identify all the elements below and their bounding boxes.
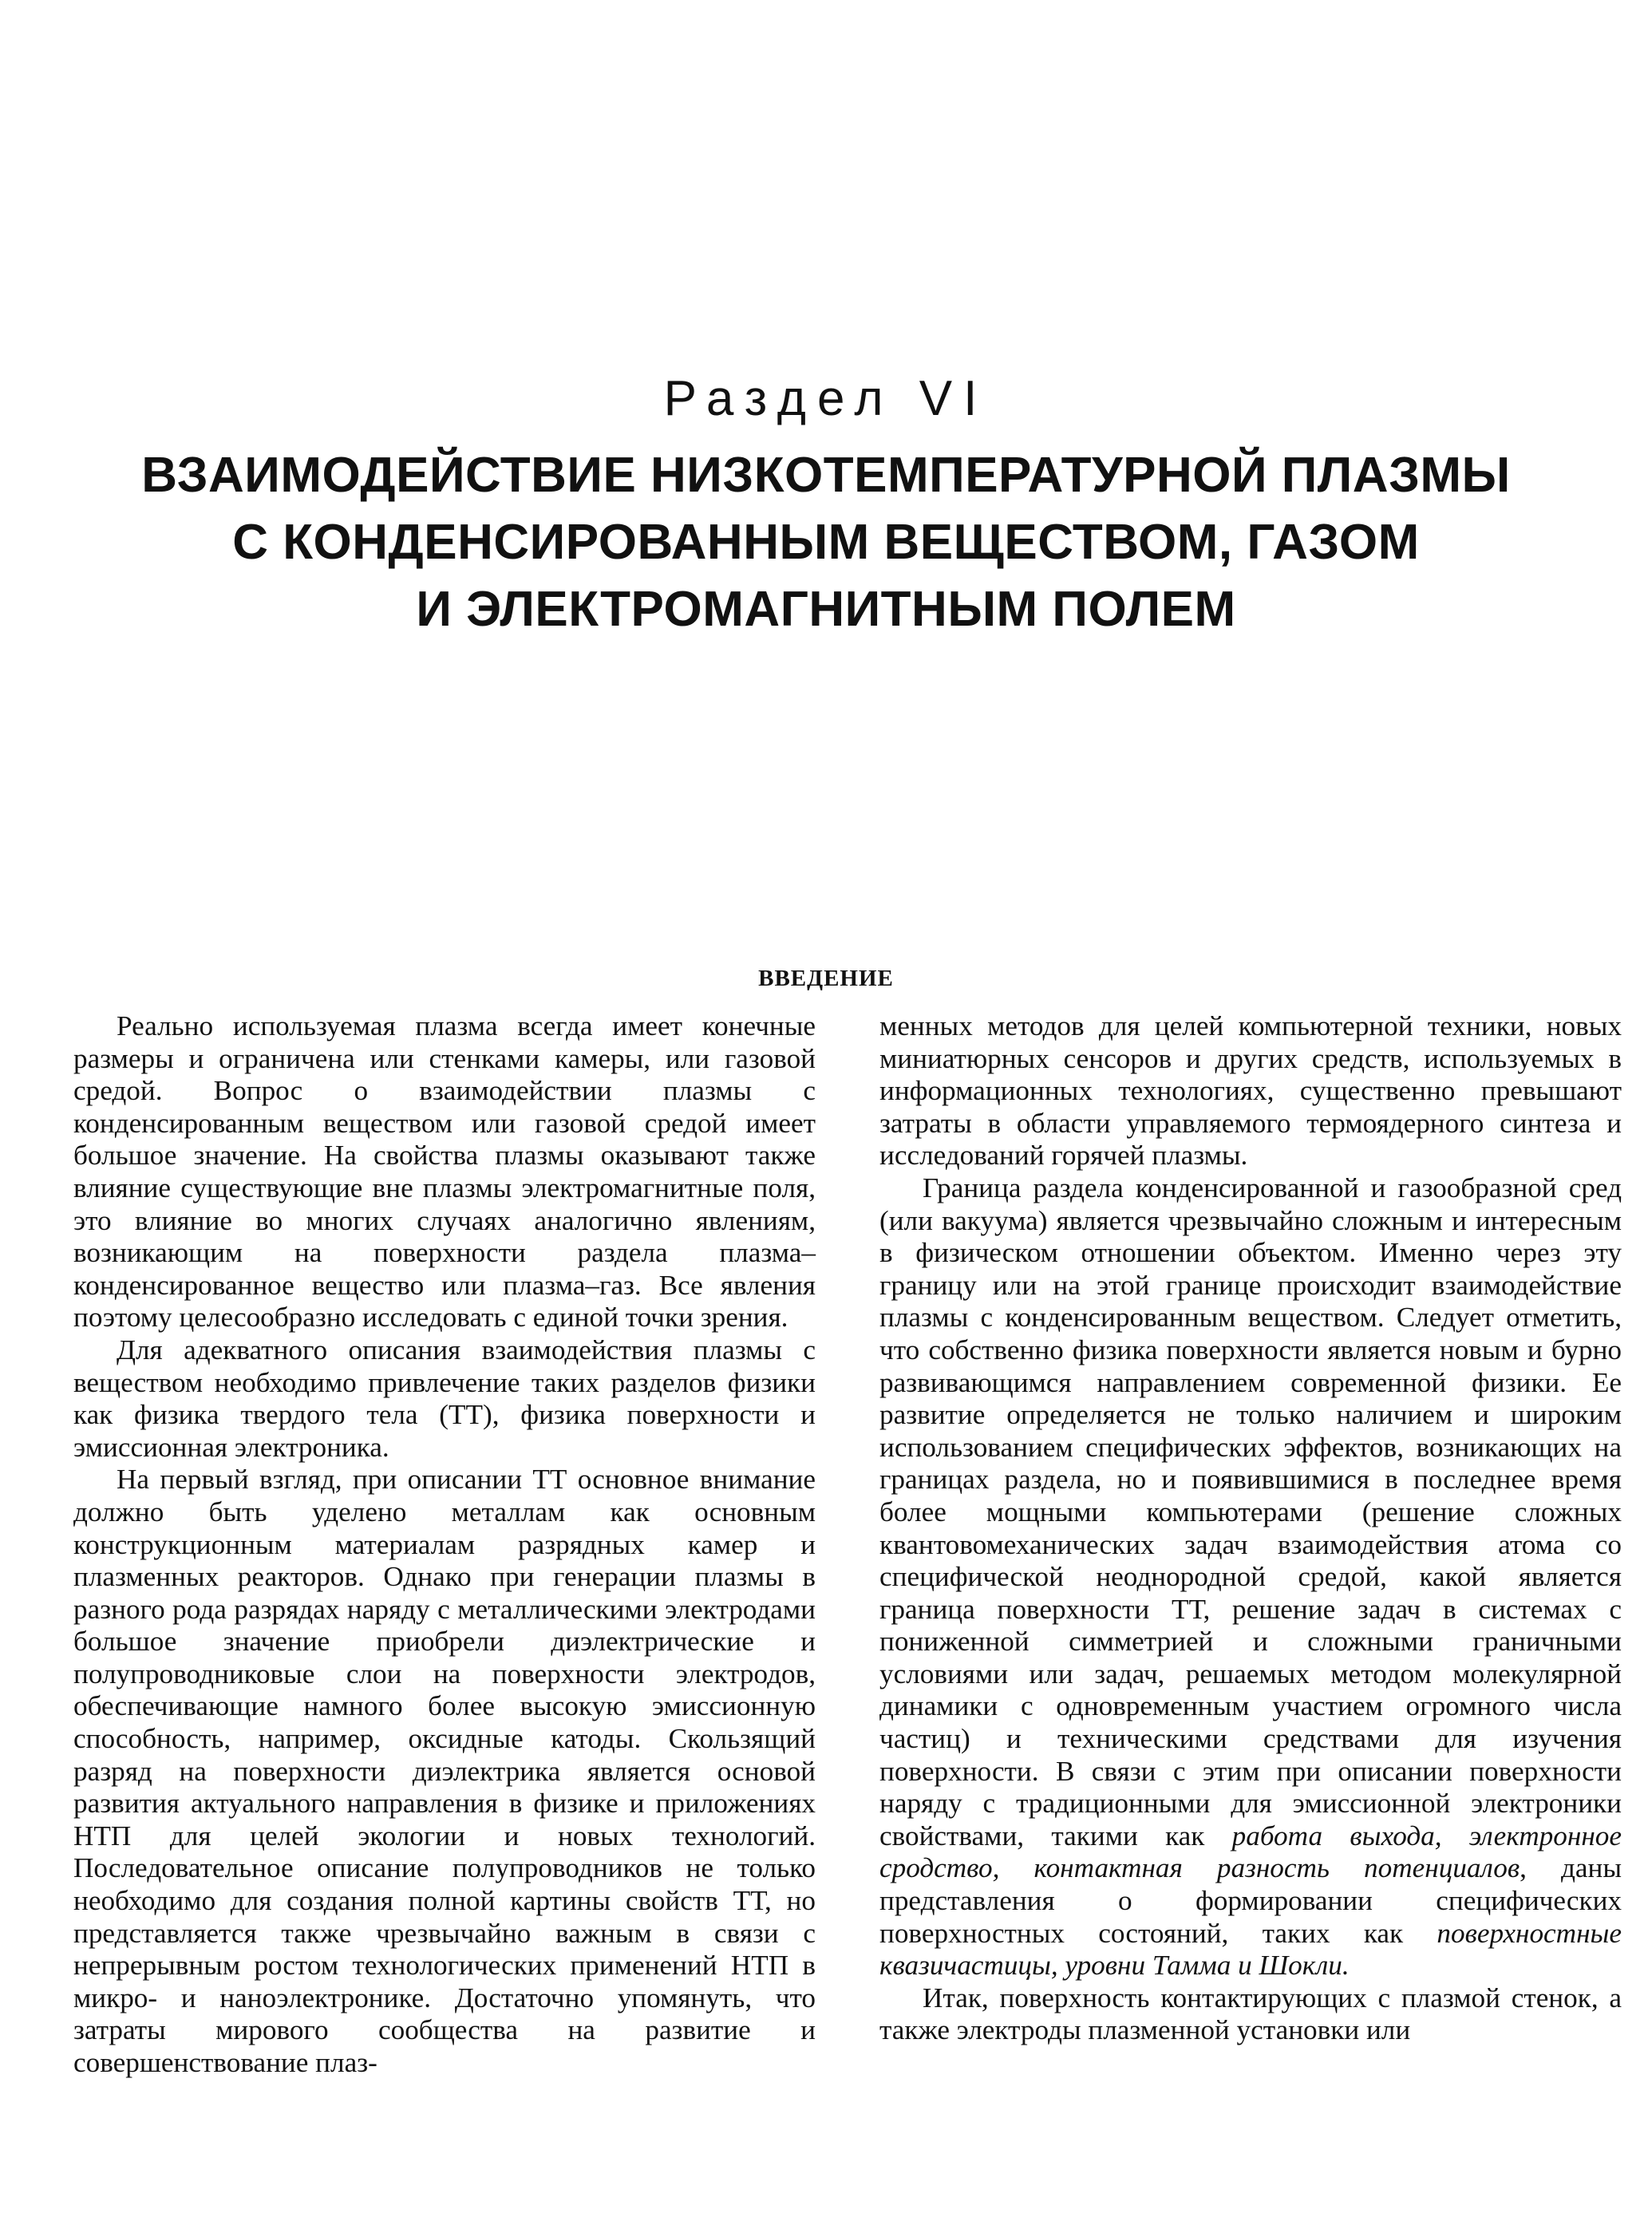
- section-label: Раздел VI: [663, 371, 989, 426]
- section-title-line: И ЭЛЕКТРОМАГНИТНЫМ ПОЛЕМ: [416, 582, 1236, 637]
- right-column: [879, 1010, 1622, 2080]
- paragraph: Итак, поверхность контактирующих с плазмой стенок, а также электроды плазменной установки или: [879, 1982, 1622, 2046]
- body-columns: [73, 1010, 1622, 2080]
- paragraph: На первый взгляд, при описании ТТ основное внимание должно быть уделено металлам как основным конструкционным материалам разрядных камер и плазменных реакторов. Однако при генерации плазмы в разного рода разрядах наряду с металлическими электродами большое значение приобрели диэлектрические и полупроводниковые слои на поверхности электродов, обеспечивающие намного более высокую эмиссионную способность, например, оксидные катоды. Скользящий разряд на поверхности диэлектрика является основой развития актуального направления в физике и приложениях НТП для целей экологии и новых технологий. Последовательное описание полупроводников не только необходимо для создания полной картины свойств ТТ, но представляется также чрезвычайно важным в связи с непрерывным ростом технологических применений НТП в микро- и наноэлектронике. Достаточно упомянуть, что затраты мирового сообщества на развитие и совершенствование плаз-: [73, 1464, 816, 2078]
- paragraph: [879, 1172, 1622, 1982]
- paragraph: Реально используемая плазма всегда имеет конечные размеры и ограничена или стенками камеры, или газовой средой. Вопрос о взаимодействии плазмы с конденсированным веществом или газовой средой имеет большое значение. На свойства плазмы оказывают также влияние существующие вне плазмы электромагнитные поля, это влияние во многих случаях аналогично явлениям, возникающим на поверхности раздела плазма–конденсированное вещество или плазма–газ. Все явления поэтому целесообразно исследовать с единой точки зрения.: [73, 1010, 816, 1334]
- section-title: [0, 442, 1652, 643]
- paragraph-continued: менных методов для целей компьютерной техники, новых миниатюрных сенсоров и других средств, используемых в информационных технологиях, существенно превышают затраты в области управляемого термоядерного синтеза и исследований горячей плазмы.: [879, 1010, 1622, 1172]
- italic-term: поверхностные квазичастицы, уровни Тамма и Шокли.: [879, 1917, 1622, 1982]
- italic-term: работа выхода, электронное сродство, контактная разность потенциалов: [879, 1820, 1622, 1884]
- section-heading: [0, 367, 1652, 643]
- paragraph: Для адекватного описания взаимодействия плазмы с веществом необходимо привлечение таких разделов физики как физика твердого тела (ТТ), физика поверхности и эмиссионная электроника.: [73, 1334, 816, 1463]
- left-column: [73, 1010, 816, 2080]
- paragraph-text: Граница раздела конденсированной и газообразной сред (или вакуума) является чрезвычайно сложным и интересным в физическом отношении объектом. Именно через эту границу или на этой границе происходит взаимодействие плазмы с конденсированным веществом. Следует отметить, что собственно физика поверхности является новым и бурно развивающимся направлением современной физики. Ее развитие определяется не только наличием и широким использованием специфических эффектов, возникающих на границах раздела, но и появившимися в последнее время более мощными компьютерами (решение сложных квантовомеханических задач взаимодействия атома со специфической неоднородной средой, какой является граница поверхности ТТ, решение задач в системах с пониженной симметрией и сложными граничными условиями или задач, решаемых методом молекулярной динамики с одновременным участием огромного числа частиц) и техническими средствами для изучения поверхности. В связи с этим при описании поверхности наряду с традиционными для эмиссионной электроники свойствами, такими как: [879, 1172, 1622, 1851]
- section-title-line: С КОНДЕНСИРОВАННЫМ ВЕЩЕСТВОМ, ГАЗОМ: [232, 515, 1420, 570]
- intro-heading: ВВЕДЕНИЕ: [758, 966, 894, 991]
- section-title-line: ВЗАИМОДЕЙСТВИЕ НИЗКОТЕМПЕРАТУРНОЙ ПЛАЗМЫ: [141, 448, 1511, 503]
- paragraph-text: , даны представления о формировании специфических поверхностных состояний, таких как: [879, 1852, 1622, 1949]
